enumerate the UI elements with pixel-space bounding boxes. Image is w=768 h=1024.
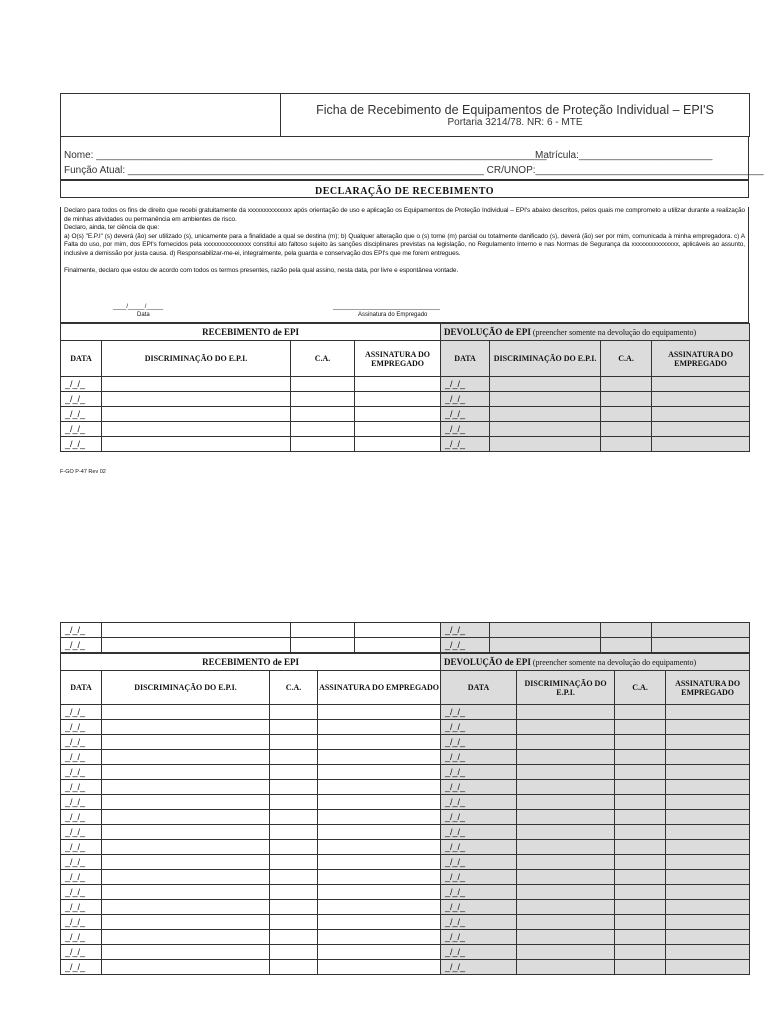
entry-cell[interactable] xyxy=(615,810,666,825)
return-header: DEVOLUÇÃO de EPI xyxy=(444,327,531,337)
logo-cell xyxy=(61,94,281,137)
entry-cell[interactable] xyxy=(102,915,270,930)
entry-cell[interactable] xyxy=(270,855,318,870)
entry-cell[interactable] xyxy=(601,377,652,392)
entry-cell[interactable] xyxy=(652,437,750,452)
return-date-cell[interactable]: _/_/_ xyxy=(441,377,490,392)
entry-cell[interactable] xyxy=(318,855,441,870)
table-row xyxy=(61,392,750,407)
table-row xyxy=(61,780,750,795)
entry-cell[interactable] xyxy=(517,960,615,975)
entry-cell[interactable] xyxy=(490,422,601,437)
entry-cell[interactable] xyxy=(102,623,291,638)
entry-cell[interactable] xyxy=(490,407,601,422)
entry-cell[interactable] xyxy=(291,638,355,653)
entry-cell[interactable] xyxy=(270,735,318,750)
entry-cell[interactable] xyxy=(517,720,615,735)
return-date-cell[interactable]: _/_/_ xyxy=(441,623,490,638)
entry-cell[interactable] xyxy=(615,825,666,840)
return-date-cell[interactable]: _/_/_ xyxy=(441,765,517,780)
entry-cell[interactable] xyxy=(318,765,441,780)
col-discrimination-2: DISCRIMINAÇÃO DO E.P.I. xyxy=(134,683,237,692)
table-row xyxy=(61,810,750,825)
date-line[interactable]: ____/_____/_____ xyxy=(113,304,164,310)
return-date-cell[interactable]: _/_/_ xyxy=(441,945,517,960)
return-header-2: DEVOLUÇÃO de EPI xyxy=(444,657,531,667)
table-row xyxy=(61,377,750,392)
receipt-date-cell[interactable]: _/_/_ xyxy=(61,735,102,750)
entry-cell[interactable] xyxy=(291,422,355,437)
entry-cell[interactable] xyxy=(490,638,601,653)
entry-cell[interactable] xyxy=(517,870,615,885)
return-note: (preencher somente na devolução do equipamento) xyxy=(530,328,697,337)
entry-cell[interactable] xyxy=(601,623,652,638)
return-date-cell[interactable]: _/_/_ xyxy=(441,407,490,422)
declaration-p3: a) O(s) "E.P.I" (s) deverá (ão) ser utilizado (s), unicamente para a finalidade a qual se destina (m); b) Qualquer alteração que o (s) torne (m) parcial ou totalmente danificado (s), deverá (ão) ser por mim, comunicada à minha empregadora. c) A Falta do uso, por mim, dos EPI's fornecidos pela xxxxxxxxxxxxxxx constitui ato faltoso sujeito às sanções disciplinares previstas na legislação, no Regulamento Interno e nas Normas de Segurança da xxxxxxxxxxxxxxx, aplicáveis ao assunto, inclusive a demissão por justa causa. d) Responsabilizar-me-ei, integralmente, pela guarda e conservação dos EPI's que me forem entregues. xyxy=(64,232,745,257)
entry-cell[interactable] xyxy=(517,855,615,870)
entry-cell[interactable] xyxy=(102,720,270,735)
receipt-header-2: RECEBIMENTO de EPI xyxy=(202,656,299,667)
entry-cell[interactable] xyxy=(517,780,615,795)
entry-cell[interactable] xyxy=(318,735,441,750)
employee-fields xyxy=(60,137,764,180)
entry-cell[interactable] xyxy=(291,377,355,392)
declaration-p1: Declaro para todos os fins de direito que recebi gratuitamente da xxxxxxxxxxxxxx após orientação de uso e aplicação os Equipamentos de Proteção Individual – EPI's abaixo descritos, pelos quais me comprometo a utilizar durante a realização de minhas atividades ou permanência em ambientes de risco. xyxy=(64,207,745,223)
entry-cell[interactable] xyxy=(615,855,666,870)
entry-cell[interactable] xyxy=(102,422,291,437)
entry-cell[interactable] xyxy=(270,915,318,930)
return-note-2: (preencher somente na devolução do equipamento) xyxy=(530,658,697,667)
receipt-date-cell[interactable]: _/_/_ xyxy=(61,437,102,452)
entry-cell[interactable] xyxy=(490,392,601,407)
signature-label: Assinatura do Empregado xyxy=(358,312,428,318)
entry-cell[interactable] xyxy=(270,885,318,900)
entry-cell[interactable] xyxy=(270,930,318,945)
header-table xyxy=(60,93,750,137)
table-body-2a xyxy=(61,623,750,653)
entry-cell[interactable] xyxy=(270,870,318,885)
col-discrimination-return: DISCRIMINAÇÃO DO E.P.I. xyxy=(493,354,597,363)
receipt-date-cell[interactable]: _/_/_ xyxy=(61,795,102,810)
entry-cell[interactable] xyxy=(601,437,652,452)
entry-cell[interactable] xyxy=(102,780,270,795)
receipt-date-cell[interactable]: _/_/_ xyxy=(61,720,102,735)
entry-cell[interactable] xyxy=(615,900,666,915)
entry-cell[interactable] xyxy=(291,623,355,638)
return-date-cell[interactable]: _/_/_ xyxy=(441,780,517,795)
col-ca-return-2: C.A. xyxy=(632,683,648,692)
entry-cell[interactable] xyxy=(102,825,270,840)
table-row xyxy=(61,705,750,720)
entry-cell[interactable] xyxy=(102,945,270,960)
table-body-1 xyxy=(61,377,750,452)
entry-cell[interactable] xyxy=(318,780,441,795)
entry-cell[interactable] xyxy=(517,900,615,915)
receipt-date-cell[interactable]: _/_/_ xyxy=(61,840,102,855)
receipt-date-cell[interactable]: _/_/_ xyxy=(61,623,102,638)
col-discrimination-return-2: DISCRIMINAÇÃO DO E.P.I. xyxy=(524,678,607,697)
return-date-cell[interactable]: _/_/_ xyxy=(441,392,490,407)
entry-cell[interactable] xyxy=(270,900,318,915)
table-row xyxy=(61,638,750,653)
return-date-cell[interactable]: _/_/_ xyxy=(441,735,517,750)
return-date-cell[interactable]: _/_/_ xyxy=(441,810,517,825)
entry-cell[interactable] xyxy=(666,825,750,840)
entry-cell[interactable] xyxy=(517,750,615,765)
name-field[interactable]: Nome: _________________________________________________________________________________ xyxy=(64,150,547,161)
entry-cell[interactable] xyxy=(615,930,666,945)
declaration-title: DECLARAÇÃO DE RECEBIMENTO xyxy=(314,186,494,197)
return-date-cell[interactable]: _/_/_ xyxy=(441,930,517,945)
page-1-form xyxy=(60,93,764,475)
entry-cell[interactable] xyxy=(355,437,441,452)
entry-cell[interactable] xyxy=(652,407,750,422)
declaration-p4: Finalmente, declaro que estou de acordo com todos os termos presentes, razão pela qual assino, nesta data, por livre e espontânea vontade. xyxy=(64,266,459,274)
receipt-date-cell[interactable]: _/_/_ xyxy=(61,407,102,422)
entry-cell[interactable] xyxy=(652,623,750,638)
entry-cell[interactable] xyxy=(615,795,666,810)
entry-cell[interactable] xyxy=(318,960,441,975)
return-date-cell[interactable]: _/_/_ xyxy=(441,960,517,975)
table-row xyxy=(61,840,750,855)
entry-cell[interactable] xyxy=(270,780,318,795)
return-date-cell[interactable]: _/_/_ xyxy=(441,437,490,452)
entry-cell[interactable] xyxy=(517,930,615,945)
table-row xyxy=(61,735,750,750)
entry-cell[interactable] xyxy=(102,407,291,422)
entry-cell[interactable] xyxy=(517,915,615,930)
col-data-2: DATA xyxy=(70,683,92,692)
page-2-form xyxy=(60,622,749,975)
entry-cell[interactable] xyxy=(666,810,750,825)
entry-cell[interactable] xyxy=(102,735,270,750)
entry-cell[interactable] xyxy=(517,795,615,810)
receipt-date-cell[interactable]: _/_/_ xyxy=(61,377,102,392)
entry-cell[interactable] xyxy=(615,960,666,975)
entry-cell[interactable] xyxy=(270,750,318,765)
entry-cell[interactable] xyxy=(318,900,441,915)
receipt-date-cell[interactable]: _/_/_ xyxy=(61,915,102,930)
return-date-cell[interactable]: _/_/_ xyxy=(441,885,517,900)
entry-cell[interactable] xyxy=(102,855,270,870)
entry-cell[interactable] xyxy=(291,392,355,407)
entry-cell[interactable] xyxy=(666,780,750,795)
declaration-p2: Declaro, ainda, ter ciência de que: xyxy=(64,224,160,232)
entry-cell[interactable] xyxy=(666,735,750,750)
entry-cell[interactable] xyxy=(615,885,666,900)
entry-cell[interactable] xyxy=(270,840,318,855)
entry-cell[interactable] xyxy=(666,765,750,780)
entry-cell[interactable] xyxy=(270,810,318,825)
entry-cell[interactable] xyxy=(601,638,652,653)
table-row xyxy=(61,960,750,975)
entry-cell[interactable] xyxy=(666,930,750,945)
entry-cell[interactable] xyxy=(291,407,355,422)
receipt-date-cell[interactable]: _/_/_ xyxy=(61,960,102,975)
receipt-date-cell[interactable]: _/_/_ xyxy=(61,855,102,870)
entry-cell[interactable] xyxy=(517,825,615,840)
entry-cell[interactable] xyxy=(318,915,441,930)
return-date-cell[interactable]: _/_/_ xyxy=(441,750,517,765)
declaration-block xyxy=(60,207,749,323)
entry-cell[interactable] xyxy=(102,810,270,825)
entry-cell[interactable] xyxy=(318,705,441,720)
entry-cell[interactable] xyxy=(102,900,270,915)
entry-cell[interactable] xyxy=(652,392,750,407)
entry-cell[interactable] xyxy=(270,960,318,975)
return-date-cell[interactable]: _/_/_ xyxy=(441,825,517,840)
col-data-return: DATA xyxy=(454,354,476,363)
entry-cell[interactable] xyxy=(517,810,615,825)
entry-cell[interactable] xyxy=(615,705,666,720)
entry-cell[interactable] xyxy=(102,765,270,780)
entry-cell[interactable] xyxy=(615,765,666,780)
entry-cell[interactable] xyxy=(318,720,441,735)
table-row xyxy=(61,900,750,915)
entry-cell[interactable] xyxy=(517,765,615,780)
receipt-date-cell[interactable]: _/_/_ xyxy=(61,750,102,765)
entry-cell[interactable] xyxy=(490,623,601,638)
entry-cell[interactable] xyxy=(355,407,441,422)
entry-cell[interactable] xyxy=(601,422,652,437)
col-signature-2: ASSINATURA DO EMPREGADO xyxy=(319,683,439,692)
return-date-cell[interactable]: _/_/_ xyxy=(441,870,517,885)
entry-cell[interactable] xyxy=(318,945,441,960)
entry-cell[interactable] xyxy=(355,422,441,437)
col-ca: C.A. xyxy=(314,354,331,363)
entry-cell[interactable] xyxy=(666,705,750,720)
col-signature-return: ASSINATURA DO EMPREGADO xyxy=(668,349,734,368)
entry-cell[interactable] xyxy=(615,720,666,735)
receipt-date-cell[interactable]: _/_/_ xyxy=(61,765,102,780)
entry-cell[interactable] xyxy=(666,960,750,975)
entry-cell[interactable] xyxy=(102,377,291,392)
table-row xyxy=(61,437,750,452)
entry-cell[interactable] xyxy=(102,885,270,900)
entry-cell[interactable] xyxy=(666,840,750,855)
table-row xyxy=(61,720,750,735)
return-date-cell[interactable]: _/_/_ xyxy=(441,638,490,653)
col-ca-return: C.A. xyxy=(618,354,634,363)
entry-cell[interactable] xyxy=(615,780,666,795)
entry-cell[interactable] xyxy=(517,705,615,720)
entry-cell[interactable] xyxy=(355,392,441,407)
entry-cell[interactable] xyxy=(291,437,355,452)
entry-cell[interactable] xyxy=(355,377,441,392)
entry-cell[interactable] xyxy=(318,795,441,810)
entry-cell[interactable] xyxy=(318,885,441,900)
return-date-cell[interactable]: _/_/_ xyxy=(441,422,490,437)
receipt-date-cell[interactable]: _/_/_ xyxy=(61,638,102,653)
entry-cell[interactable] xyxy=(666,720,750,735)
epi-table-1 xyxy=(60,323,750,452)
receipt-date-cell[interactable]: _/_/_ xyxy=(61,705,102,720)
epi-table-2b xyxy=(60,653,750,975)
return-date-cell[interactable]: _/_/_ xyxy=(441,705,517,720)
entry-cell[interactable] xyxy=(102,750,270,765)
entry-cell[interactable] xyxy=(102,437,291,452)
form-subtitle: Portaria 3214/78. NR: 6 - MTE xyxy=(447,116,583,128)
entry-cell[interactable] xyxy=(102,930,270,945)
table-row xyxy=(61,870,750,885)
entry-cell[interactable] xyxy=(615,735,666,750)
table-row xyxy=(61,623,750,638)
col-signature: ASSINATURA DO EMPREGADO xyxy=(365,349,431,368)
table-row xyxy=(61,855,750,870)
entry-cell[interactable] xyxy=(102,840,270,855)
entry-cell[interactable] xyxy=(666,795,750,810)
return-date-cell[interactable]: _/_/_ xyxy=(441,840,517,855)
table-row xyxy=(61,825,750,840)
receipt-date-cell[interactable]: _/_/_ xyxy=(61,810,102,825)
entry-cell[interactable] xyxy=(270,795,318,810)
entry-cell[interactable] xyxy=(102,705,270,720)
entry-cell[interactable] xyxy=(355,638,441,653)
entry-cell[interactable] xyxy=(601,392,652,407)
registration-field[interactable]: Matrícula:________________________ xyxy=(535,150,713,161)
entry-cell[interactable] xyxy=(666,855,750,870)
table-row xyxy=(61,795,750,810)
entry-cell[interactable] xyxy=(102,392,291,407)
entry-cell[interactable] xyxy=(270,765,318,780)
entry-cell[interactable] xyxy=(652,422,750,437)
entry-cell[interactable] xyxy=(615,750,666,765)
table-row xyxy=(61,765,750,780)
receipt-date-cell[interactable]: _/_/_ xyxy=(61,825,102,840)
entry-cell[interactable] xyxy=(615,870,666,885)
receipt-date-cell[interactable]: _/_/_ xyxy=(61,392,102,407)
entry-cell[interactable] xyxy=(102,870,270,885)
date-label: Data xyxy=(137,312,150,318)
entry-cell[interactable] xyxy=(318,750,441,765)
receipt-date-cell[interactable]: _/_/_ xyxy=(61,930,102,945)
entry-cell[interactable] xyxy=(318,810,441,825)
entry-cell[interactable] xyxy=(318,840,441,855)
entry-cell[interactable] xyxy=(615,840,666,855)
entry-cell[interactable] xyxy=(102,795,270,810)
entry-cell[interactable] xyxy=(355,623,441,638)
return-date-cell[interactable]: _/_/_ xyxy=(441,855,517,870)
entry-cell[interactable] xyxy=(318,825,441,840)
entry-cell[interactable] xyxy=(666,900,750,915)
table-row xyxy=(61,407,750,422)
receipt-date-cell[interactable]: _/_/_ xyxy=(61,780,102,795)
entry-cell[interactable] xyxy=(666,945,750,960)
entry-cell[interactable] xyxy=(666,915,750,930)
receipt-header: RECEBIMENTO de EPI xyxy=(202,326,299,337)
entry-cell[interactable] xyxy=(615,915,666,930)
entry-cell[interactable] xyxy=(601,407,652,422)
entry-cell[interactable] xyxy=(270,945,318,960)
receipt-date-cell[interactable]: _/_/_ xyxy=(61,885,102,900)
return-date-cell[interactable]: _/_/_ xyxy=(441,795,517,810)
entry-cell[interactable] xyxy=(270,825,318,840)
table-row xyxy=(61,915,750,930)
entry-cell[interactable] xyxy=(270,720,318,735)
col-signature-return-2: ASSINATURA DO EMPREGADO xyxy=(675,678,741,697)
receipt-date-cell[interactable]: _/_/_ xyxy=(61,900,102,915)
entry-cell[interactable] xyxy=(102,638,291,653)
return-date-cell[interactable]: _/_/_ xyxy=(441,720,517,735)
entry-cell[interactable] xyxy=(666,870,750,885)
entry-cell[interactable] xyxy=(666,885,750,900)
entry-cell[interactable] xyxy=(652,377,750,392)
receipt-date-cell[interactable]: _/_/_ xyxy=(61,870,102,885)
table-row xyxy=(61,930,750,945)
entry-cell[interactable] xyxy=(318,930,441,945)
entry-cell[interactable] xyxy=(318,870,441,885)
entry-cell[interactable] xyxy=(652,638,750,653)
table-body-2b xyxy=(61,705,750,975)
table-row xyxy=(61,885,750,900)
job-field[interactable]: Função Atual: ________________________________________________________________ CR/UNOP:_________________________________________ xyxy=(64,165,764,176)
receipt-date-cell[interactable]: _/_/_ xyxy=(61,422,102,437)
col-data-return-2: DATA xyxy=(467,683,490,692)
col-discrimination: DISCRIMINAÇÃO DO E.P.I. xyxy=(144,354,248,363)
entry-cell[interactable] xyxy=(490,377,601,392)
entry-cell[interactable] xyxy=(517,945,615,960)
return-date-cell[interactable]: _/_/_ xyxy=(441,915,517,930)
col-ca-2: C.A. xyxy=(285,683,302,692)
epi-table-2a xyxy=(60,622,750,653)
form-title: Ficha de Recebimento de Equipamentos de Proteção Individual – EPI'S xyxy=(316,102,714,117)
entry-cell[interactable] xyxy=(490,437,601,452)
signature-line[interactable]: ________________________________ xyxy=(333,304,440,310)
entry-cell[interactable] xyxy=(517,735,615,750)
entry-cell[interactable] xyxy=(102,960,270,975)
entry-cell[interactable] xyxy=(666,750,750,765)
return-date-cell[interactable]: _/_/_ xyxy=(441,900,517,915)
table-row xyxy=(61,422,750,437)
receipt-date-cell[interactable]: _/_/_ xyxy=(61,945,102,960)
entry-cell[interactable] xyxy=(517,885,615,900)
entry-cell[interactable] xyxy=(615,945,666,960)
col-data: DATA xyxy=(70,354,92,363)
entry-cell[interactable] xyxy=(270,705,318,720)
entry-cell[interactable] xyxy=(517,840,615,855)
footer-code-1: F-GO P-47 Rev 02 xyxy=(60,469,106,475)
table-row xyxy=(61,945,750,960)
table-row xyxy=(61,750,750,765)
